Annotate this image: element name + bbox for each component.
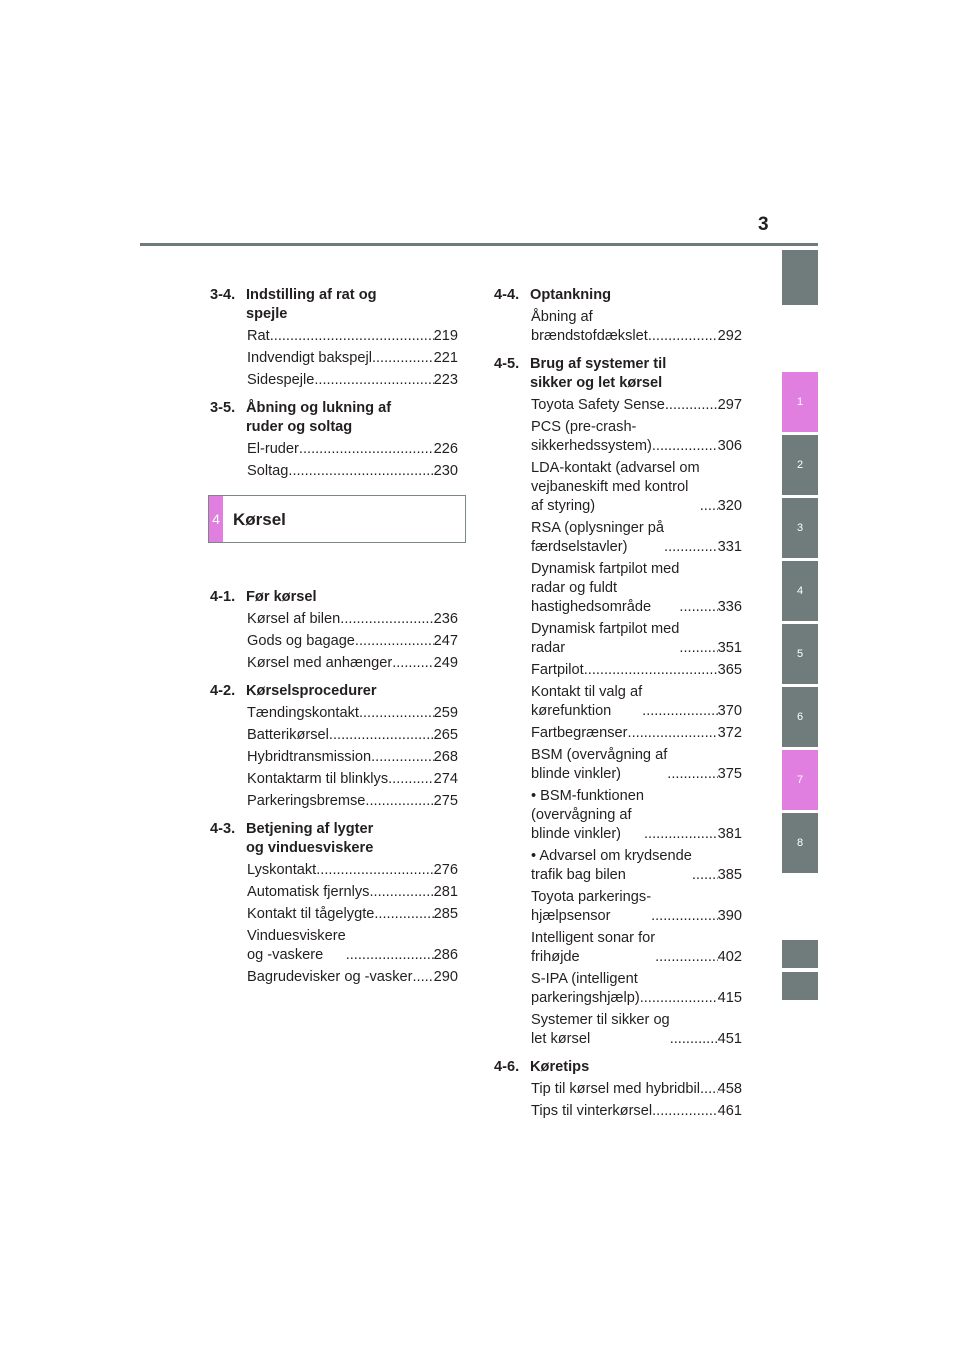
toc-entry-page: 365 — [717, 662, 742, 678]
dot-leader — [365, 792, 433, 811]
toc-entry-page: 219 — [433, 328, 458, 344]
section-heading — [210, 399, 458, 437]
section-number: 4-4. — [494, 287, 520, 303]
toc-entry-page: 275 — [433, 793, 458, 809]
toc-entry[interactable] — [210, 968, 458, 987]
toc-entry-title: Soltag — [247, 463, 289, 479]
toc-entry-title: Dynamisk fartpilot med radar — [531, 621, 680, 656]
section-title: Kørselsprocedurer — [246, 683, 377, 699]
toc-entry-page: 331 — [717, 539, 742, 555]
toc-entry[interactable] — [494, 620, 742, 658]
toc-entry[interactable] — [210, 905, 458, 924]
toc-entry-page: 276 — [433, 862, 458, 878]
dot-leader — [355, 632, 434, 651]
toc-right-column — [494, 286, 742, 1121]
chapter-tab[interactable] — [782, 940, 818, 968]
section-heading — [494, 355, 742, 393]
toc-left-sections-a — [210, 286, 458, 481]
toc-entry-title: Tændingskontakt — [247, 705, 359, 721]
toc-entry-title: El-ruder — [247, 441, 299, 457]
toc-entry-title: Fartpilot — [531, 662, 584, 678]
toc-entry[interactable] — [494, 724, 742, 743]
chapter-tab-5[interactable]: 5 — [782, 624, 818, 684]
toc-entry-page: 265 — [433, 727, 458, 743]
toc-entry[interactable] — [210, 792, 458, 811]
section-heading — [210, 286, 458, 324]
dot-leader — [412, 968, 433, 987]
toc-entry[interactable] — [494, 847, 742, 885]
dot-leader — [388, 770, 434, 789]
toc-entry[interactable] — [210, 861, 458, 880]
toc-entry-title: Dynamisk fartpilot med radar og fuldt hastighedsområde — [531, 561, 680, 615]
toc-entry-title: Toyota parkerings- hjælpsensor — [531, 889, 652, 924]
section-heading — [210, 820, 458, 858]
section-title: Køretips — [530, 1059, 590, 1075]
toc-entry-title: Systemer til sikker og let kørsel — [531, 1012, 670, 1047]
toc-entry-title: Indvendigt bakspejl — [247, 350, 372, 366]
toc-entry-page: 415 — [717, 990, 742, 1006]
toc-entry-page: 461 — [717, 1103, 742, 1119]
dot-leader — [270, 327, 434, 346]
toc-entry-title: Batterikørsel — [247, 727, 329, 743]
toc-entry-title: Tip til kørsel med hybridbil — [531, 1081, 700, 1097]
section-title: Åbning og lukning af ruder og soltag — [246, 400, 392, 435]
toc-entry[interactable] — [494, 970, 742, 1008]
toc-entry-page: 370 — [717, 703, 742, 719]
toc-entry[interactable] — [494, 929, 742, 967]
toc-entry-page: 306 — [717, 438, 742, 454]
toc-entry-title: Hybridtransmission — [247, 749, 372, 765]
section-heading — [210, 682, 458, 701]
toc-entry-page: 297 — [717, 397, 742, 413]
section-title: Optankning — [530, 287, 612, 303]
dot-leader — [371, 748, 434, 767]
toc-entry-page: 375 — [717, 766, 742, 782]
toc-entry[interactable] — [494, 308, 742, 346]
toc-entry-page: 390 — [717, 908, 742, 924]
dot-leader — [314, 371, 433, 390]
dot-leader — [642, 702, 718, 721]
chapter-title: Kørsel — [233, 509, 286, 529]
dot-leader — [628, 724, 718, 743]
dot-leader — [359, 704, 434, 723]
toc-entry-page: 336 — [717, 599, 742, 615]
dot-leader — [652, 437, 718, 456]
toc-entry-title: Rat — [247, 328, 270, 344]
toc-entry-page: 281 — [433, 884, 458, 900]
toc-entry[interactable] — [494, 519, 742, 557]
dot-leader — [372, 349, 434, 368]
toc-entry-page: 249 — [433, 655, 458, 671]
toc-entry-page: 451 — [717, 1031, 742, 1047]
toc-entry-title: RSA (oplysninger på færdselstavler) — [531, 520, 665, 555]
toc-entry-page: 286 — [433, 947, 458, 963]
toc-entry-page: 290 — [433, 969, 458, 985]
toc-entry-title: Toyota Safety Sense — [531, 397, 665, 413]
chapter-number-badge: 4 — [209, 496, 223, 542]
toc-entry-page: 320 — [717, 498, 742, 514]
toc-entry-page: 247 — [433, 633, 458, 649]
dot-leader — [679, 639, 717, 658]
section-number: 4-1. — [210, 589, 236, 605]
toc-entry-title: Kontakt til tågelygte — [247, 906, 375, 922]
dot-leader — [667, 765, 717, 784]
dot-leader — [340, 610, 433, 629]
section-number: 4-6. — [494, 1059, 520, 1075]
dot-leader — [644, 825, 718, 844]
toc-entry-title: Gods og bagage — [247, 633, 355, 649]
toc-entry-title: Kørsel af bilen — [247, 611, 341, 627]
toc-entry-page: 259 — [433, 705, 458, 721]
toc-entry-title: • BSM-funktionen (overvågning af blinde vinkler) — [531, 788, 644, 842]
toc-entry-title: Sidespejle — [247, 372, 315, 388]
dot-leader — [665, 396, 718, 415]
toc-entry[interactable] — [494, 418, 742, 456]
toc-entry[interactable] — [210, 927, 458, 965]
dot-leader — [692, 866, 718, 885]
chapter-heading-box — [208, 495, 466, 543]
toc-entry-page: 268 — [433, 749, 458, 765]
section-number: 3-5. — [210, 400, 236, 416]
toc-entry-title: Vinduesviskere og -vaskere — [247, 928, 346, 963]
dot-leader — [651, 907, 718, 926]
toc-left-column — [210, 286, 458, 987]
dot-leader — [329, 726, 434, 745]
section-number: 4-5. — [494, 356, 520, 372]
toc-entry-title: Lyskontakt — [247, 862, 317, 878]
section-number: 4-3. — [210, 821, 236, 837]
section-number: 4-2. — [210, 683, 236, 699]
chapter-tab-1[interactable]: 1 — [782, 372, 818, 432]
toc-entry[interactable] — [210, 349, 458, 368]
toc-entry-page: 372 — [717, 725, 742, 741]
toc-entry-title: Automatisk fjernlys — [247, 884, 370, 900]
toc-entry[interactable] — [210, 462, 458, 481]
dot-leader — [655, 948, 718, 967]
toc-entry-title: PCS (pre-crash- sikkerhedssystem) — [531, 419, 652, 454]
toc-entry[interactable] — [494, 1102, 742, 1121]
toc-entry-page: 274 — [433, 771, 458, 787]
section-title: Brug af systemer til sikker og let kørsel — [530, 356, 667, 391]
toc-entry-page: 402 — [717, 949, 742, 965]
chapter-tab[interactable] — [782, 972, 818, 1000]
toc-right-sections — [494, 286, 742, 1121]
toc-entry[interactable] — [210, 440, 458, 459]
dot-leader — [288, 462, 433, 481]
section-title: Indstilling af rat og spejle — [246, 287, 377, 322]
dot-leader — [346, 946, 434, 965]
dot-leader — [584, 661, 718, 680]
toc-entry-page: 230 — [433, 463, 458, 479]
dot-leader — [700, 1080, 718, 1099]
dot-leader — [652, 1102, 718, 1121]
toc-entry-title: LDA-kontakt (advarsel om vejbaneskift med kontrol af styring) — [531, 460, 700, 514]
toc-entry-title: Kørsel med anhænger — [247, 655, 393, 671]
dot-leader — [700, 497, 718, 516]
toc-entry[interactable] — [494, 746, 742, 784]
toc-entry[interactable] — [210, 610, 458, 629]
toc-entry-page: 226 — [433, 441, 458, 457]
toc-entry-page: 458 — [717, 1081, 742, 1097]
dot-leader — [640, 989, 718, 1008]
toc-entry-title: S-IPA (intelligent parkeringshjælp) — [531, 971, 640, 1006]
toc-entry[interactable] — [210, 748, 458, 767]
toc-entry[interactable] — [494, 1011, 742, 1049]
chapter-tab-6[interactable]: 6 — [782, 687, 818, 747]
toc-entry-title: Bagrudevisker og -vasker — [247, 969, 413, 985]
toc-entry-title: Fartbegrænser — [531, 725, 628, 741]
toc-entry[interactable] — [210, 770, 458, 789]
chapter-tab-2[interactable]: 2 — [782, 435, 818, 495]
section-title: Betjening af lygter og vinduesviskere — [246, 821, 374, 856]
toc-entry-title: Tips til vinterkørsel — [531, 1103, 653, 1119]
section-heading — [494, 1058, 742, 1077]
section-number: 3-4. — [210, 287, 236, 303]
toc-entry[interactable] — [210, 632, 458, 651]
toc-entry[interactable] — [210, 654, 458, 673]
toc-entry-page: 285 — [433, 906, 458, 922]
dot-leader — [670, 1030, 718, 1049]
toc-entry-title: • Advarsel om krydsende trafik bag bilen — [531, 848, 692, 883]
chapter-tab-7[interactable]: 7 — [782, 750, 818, 810]
chapter-tab-3[interactable]: 3 — [782, 498, 818, 558]
toc-entry[interactable] — [494, 459, 742, 516]
toc-entry[interactable] — [494, 683, 742, 721]
section-heading — [494, 286, 742, 305]
dot-leader — [299, 440, 434, 459]
dot-leader — [369, 883, 433, 902]
toc-entry[interactable] — [494, 888, 742, 926]
section-heading — [210, 588, 458, 607]
toc-entry[interactable] — [210, 726, 458, 745]
dot-leader — [374, 905, 433, 924]
header-rule — [140, 243, 818, 246]
toc-entry[interactable] — [494, 787, 742, 844]
dot-leader — [316, 861, 433, 880]
toc-entry-page: 236 — [433, 611, 458, 627]
dot-leader — [664, 538, 718, 557]
toc-entry-page: 381 — [717, 826, 742, 842]
page-number: 3 — [758, 214, 769, 235]
toc-entry-page: 292 — [717, 328, 742, 344]
toc-entry-title: Intelligent sonar for frihøjde — [531, 930, 656, 965]
toc-entry[interactable] — [210, 883, 458, 902]
chapter-tab[interactable] — [782, 250, 818, 305]
toc-left-sections-b — [210, 588, 458, 987]
section-title: Før kørsel — [246, 589, 317, 605]
toc-entry[interactable] — [210, 704, 458, 723]
toc-entry[interactable] — [494, 396, 742, 415]
toc-entry[interactable] — [494, 1080, 742, 1099]
toc-entry-page: 385 — [717, 867, 742, 883]
dot-leader — [679, 598, 717, 617]
toc-entry[interactable] — [210, 371, 458, 390]
chapter-tab-4[interactable]: 4 — [782, 561, 818, 621]
toc-entry-title: Åbning af brændstofdækslet — [531, 309, 648, 344]
toc-entry-page: 351 — [717, 640, 742, 656]
toc-entry-title: Kontaktarm til blinklys — [247, 771, 389, 787]
toc-entry[interactable] — [494, 661, 742, 680]
toc-entry[interactable] — [494, 560, 742, 617]
dot-leader — [392, 654, 433, 673]
toc-entry-title: Kontakt til valg af kørefunktion — [531, 684, 643, 719]
chapter-tab-8[interactable]: 8 — [782, 813, 818, 873]
dot-leader — [648, 327, 718, 346]
toc-entry-page: 223 — [433, 372, 458, 388]
toc-entry-title: Parkeringsbremse — [247, 793, 366, 809]
toc-entry[interactable] — [210, 327, 458, 346]
toc-entry-title: BSM (overvågning af blinde vinkler) — [531, 747, 668, 782]
toc-entry-page: 221 — [433, 350, 458, 366]
